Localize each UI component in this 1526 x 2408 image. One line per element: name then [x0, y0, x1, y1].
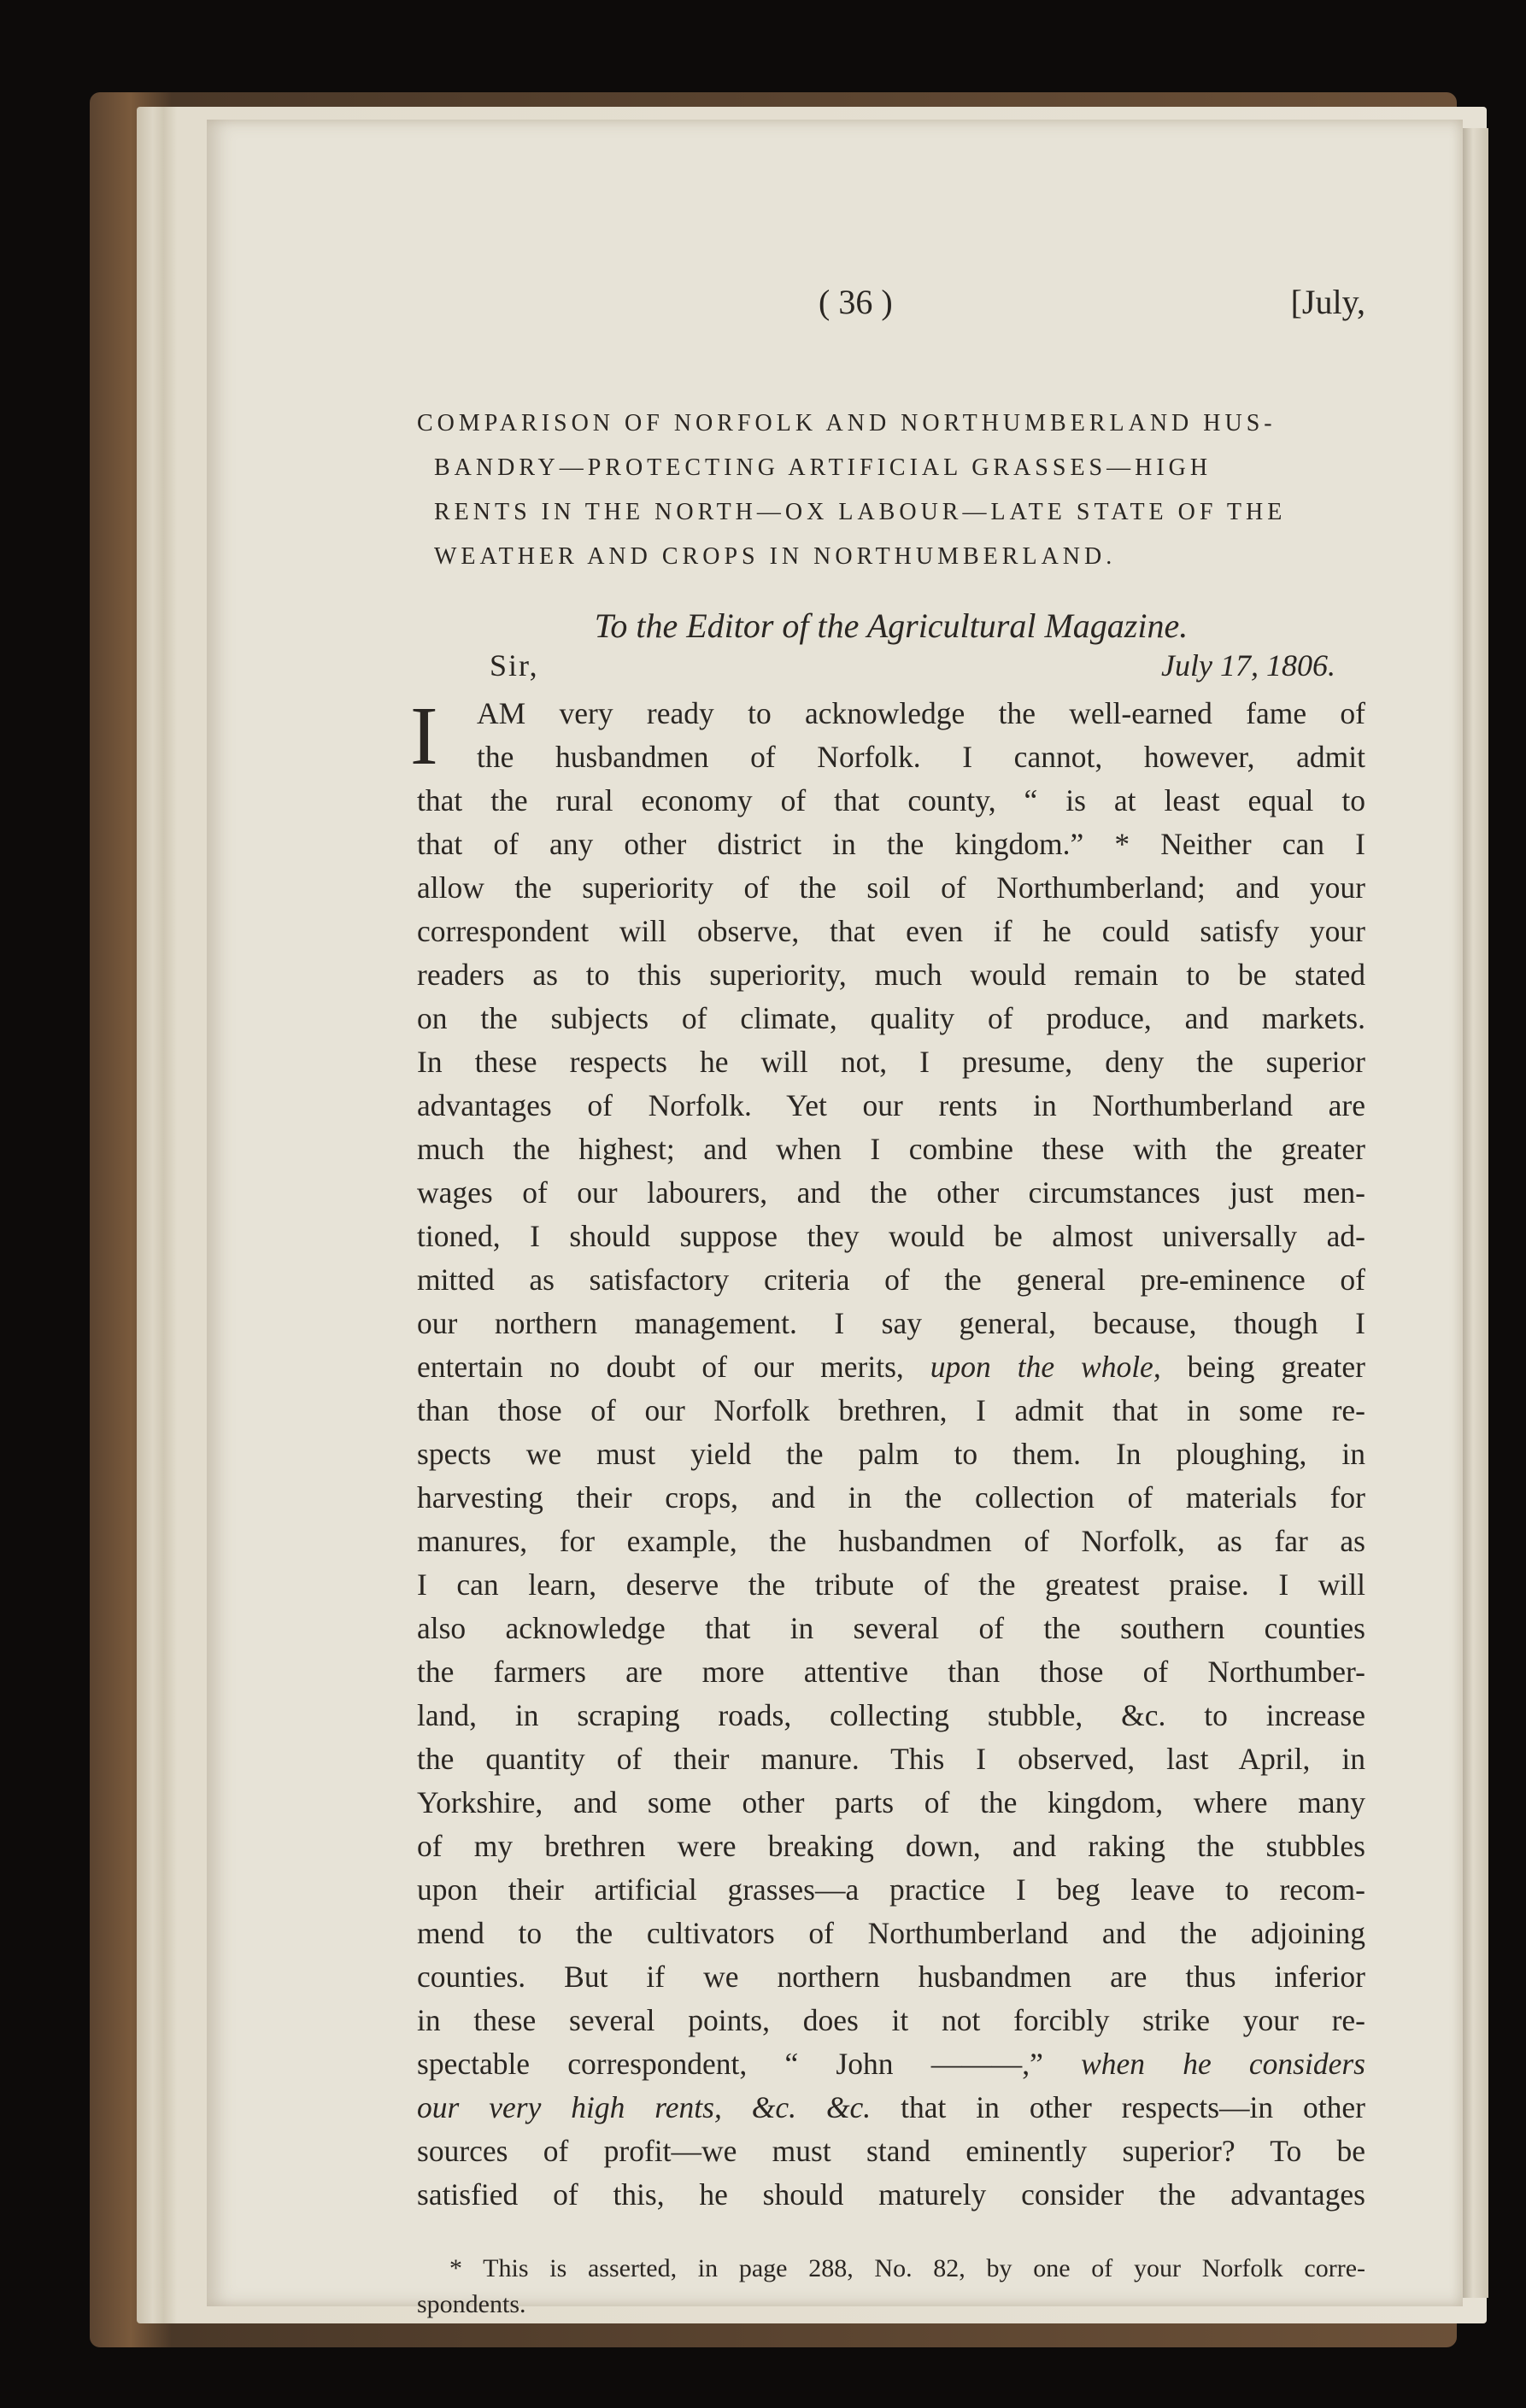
body-line: much the highest; and when I combine these with the greater	[417, 1132, 1365, 1166]
salutation: Sir,	[490, 648, 539, 683]
body-line: our northern management. I say general, because, though I	[417, 1306, 1365, 1340]
footnote	[417, 2251, 1365, 2323]
body-line: In these respects he will not, I presume, deny the superior	[417, 1045, 1365, 1079]
salutation-row	[417, 647, 1365, 687]
body-line: also acknowledge that in several of the southern counties	[417, 1611, 1365, 1645]
body-line: land, in scraping roads, collecting stubble, &c. to increase	[417, 1698, 1365, 1732]
body-text-span: that in other respects—in other	[901, 2090, 1366, 2124]
body-line: mend to the cultivators of Northumberland and the adjoining	[417, 1916, 1365, 1950]
letter-body	[410, 690, 1366, 2217]
body-line: readers as to this superiority, much would remain to be stated	[417, 958, 1365, 992]
body-text-span: being greater	[1160, 1350, 1365, 1384]
body-line: in these several points, does it not forcibly strike your re-	[417, 2003, 1365, 2037]
body-line: correspondent will observe, that even if he could satisfy your	[417, 914, 1365, 948]
body-line: than those of our Norfolk brethren, I admit that in some re-	[417, 1393, 1365, 1427]
drop-cap: I	[410, 690, 438, 782]
body-line: manures, for example, the husbandmen of Norfolk, as far as	[417, 1524, 1365, 1558]
title-line: WEATHER AND CROPS IN NORTHUMBERLAND.	[434, 543, 1117, 570]
title-line: BANDRY—PROTECTING ARTIFICIAL GRASSES—HIGH	[434, 454, 1212, 481]
body-line: AM very ready to acknowledge the well-earned fame of	[477, 696, 1365, 730]
body-line: allow the superiority of the soil of Northumberland; and your	[417, 870, 1365, 905]
body-line: the husbandmen of Norfolk. I cannot, however, admit	[477, 740, 1365, 774]
body-line: on the subjects of climate, quality of produce, and markets.	[417, 1001, 1365, 1035]
body-line	[417, 2086, 1365, 2130]
page-content	[410, 282, 1366, 2323]
body-text-span: entertain no doubt of our merits,	[417, 1350, 904, 1384]
footnote-line: spondents.	[417, 2290, 526, 2318]
body-line	[417, 2042, 1365, 2086]
body-line: tioned, I should suppose they would be almost universally ad-	[417, 1219, 1365, 1253]
editor-address: To the Editor of the Agricultural Magazine.	[594, 606, 1189, 645]
article-title	[417, 401, 1365, 579]
letter-date: July 17, 1806.	[1161, 648, 1335, 683]
body-text-span: spectable correspondent, “ John ———,”	[417, 2047, 1043, 2081]
opening-paragraph	[410, 690, 1365, 782]
body-line: satisfied of this, he should maturely consider the advantages	[417, 2177, 1365, 2212]
body-line: upon their artificial grasses—a practice I beg leave to recom-	[417, 1872, 1365, 1907]
page-header	[417, 282, 1365, 342]
body-line: that the rural economy of that county, “ is at least equal to	[417, 783, 1365, 817]
italic-phrase: when he considers	[1081, 2047, 1365, 2081]
body-line	[417, 1345, 1365, 1389]
body-line: sources of profit—we must stand eminently superior? To be	[417, 2134, 1365, 2168]
body-line: counties. But if we northern husbandmen are thus inferior	[417, 1960, 1365, 1994]
running-head: [July,	[1290, 283, 1365, 321]
body-line: wages of our labourers, and the other circumstances just men-	[417, 1175, 1365, 1210]
body-line: the quantity of their manure. This I observed, last April, in	[417, 1742, 1365, 1776]
facing-page-edge	[1463, 128, 1488, 2298]
body-line: mitted as satisfactory criteria of the general pre-eminence of	[417, 1263, 1365, 1297]
italic-phrase: our very high rents, &c. &c.	[417, 2090, 872, 2124]
body-line: Yorkshire, and some other parts of the kingdom, where many	[417, 1785, 1365, 1819]
italic-phrase: upon the whole,	[930, 1350, 1161, 1384]
body-line: the farmers are more attentive than those of Northumber-	[417, 1655, 1365, 1689]
body-line: advantages of Norfolk. Yet our rents in Northumberland are	[417, 1088, 1365, 1122]
body-line: harvesting their crops, and in the collection of materials for	[417, 1480, 1365, 1515]
title-line: RENTS IN THE NORTH—OX LABOUR—LATE STATE OF THE	[434, 499, 1287, 525]
body-line: that of any other district in the kingdom.” * Neither can I	[417, 827, 1365, 861]
footnote-line: * This is asserted, in page 288, No. 82, by one of your Norfolk corre-	[449, 2254, 1365, 2282]
title-line: COMPARISON OF NORFOLK AND NORTHUMBERLAND HUS-	[417, 410, 1277, 436]
body-line: spects we must yield the palm to them. In ploughing, in	[417, 1437, 1365, 1471]
body-line: I can learn, deserve the tribute of the greatest praise. I will	[417, 1567, 1365, 1602]
page-number: ( 36 )	[819, 283, 893, 321]
body-line: of my brethren were breaking down, and raking the stubbles	[417, 1829, 1365, 1863]
